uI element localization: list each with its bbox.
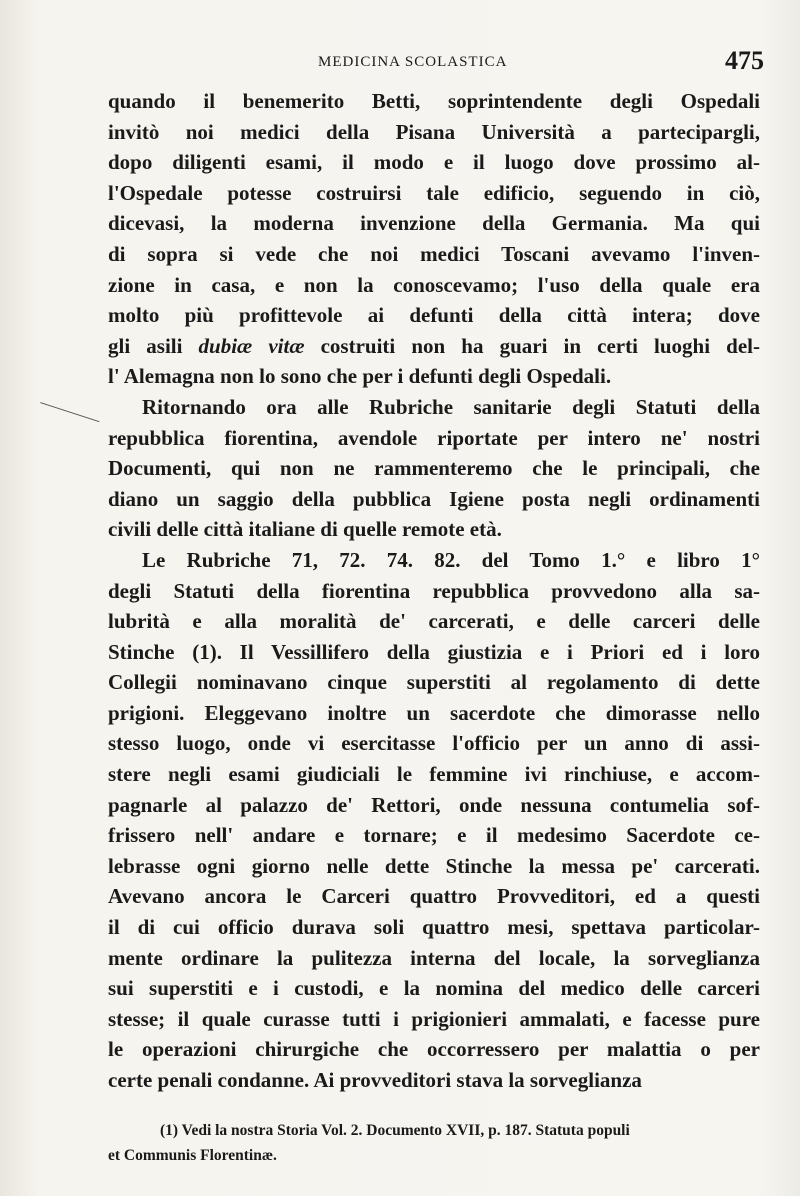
text-line: Le Rubriche 71, 72. 74. 82. del Tomo 1.° e libro 1° [142, 547, 760, 572]
text-line: molto più profittevole ai defunti della città intera; dove [108, 303, 760, 328]
text-line: il di cui officio durava soli quattro mesi, spettava particolar- [108, 915, 760, 940]
text-line: quando il benemerito Betti, soprintendente degli Ospedali [108, 89, 760, 113]
text-line: gli asili dubiæ vitæ costruiti non ha guari in certi luoghi del- [108, 333, 760, 358]
text-line: mente ordinare la pulitezza interna del locale, la sorveglianza [108, 945, 760, 970]
text-line: frissero nell' andare e tornare; e il medesimo Sacerdote ce- [108, 823, 760, 848]
footnote [108, 1118, 764, 1168]
text-line: sui superstiti e i custodi, e la nomina del medico delle carceri [108, 976, 760, 1001]
text-line: dicevasi, la moderna invenzione della Germania. Ma qui [108, 211, 760, 236]
running-title: MEDICINA SCOLASTICA [318, 54, 508, 70]
text-line: zione in casa, e non la conoscevamo; l'uso della quale era [108, 272, 760, 297]
body-text [108, 86, 760, 1096]
text-line: pagnarle al palazzo de' Rettori, onde nessuna contumelia sof- [108, 792, 760, 817]
margin-mark [40, 402, 100, 424]
text-line: repubblica fiorentina, avendole riportate per intero ne' nostri [108, 425, 760, 450]
text-line: dopo diligenti esami, il modo e il luogo dove prossimo al- [108, 150, 760, 175]
text-line: lebrasse ogni giorno nelle dette Stinche la messa pe' carcerati. [108, 853, 760, 878]
text-line: Stinche (1). Il Vessillifero della giustizia e i Priori ed i loro [108, 639, 760, 664]
text-line: stesso luogo, onde vi esercitasse l'officio per un anno di assi- [108, 731, 760, 756]
text-line: Documenti, qui non ne rammenteremo che le principali, che [108, 456, 760, 481]
text-line: Ritornando ora alle Rubriche sanitarie degli Statuti della [142, 394, 760, 419]
text-line: lubrità e alla moralità de' carcerati, e delle carceri delle [108, 609, 760, 634]
text-line: Avevano ancora le Carceri quattro Provveditori, ed a questi [108, 884, 760, 909]
text-line: l' Alemagna non lo sono che per i defunti degli Ospedali. [108, 364, 612, 389]
text-line: l'Ospedale potesse costruirsi tale edificio, seguendo in ciò, [108, 180, 760, 205]
text-line: di sopra si vede che noi medici Toscani avevamo l'inven- [108, 241, 760, 266]
text-line: diano un saggio della pubblica Igiene posta negli ordinamenti [108, 486, 760, 511]
text-line: stesse; il quale curasse tutti i prigionieri ammalati, e facesse pure [108, 1006, 760, 1031]
running-head [0, 46, 800, 82]
text-line: certe penali condanne. Ai provveditori stava la sorveglianza [108, 1068, 642, 1092]
text-line: prigioni. Eleggevano inoltre un sacerdote che dimorasse nello [108, 700, 760, 725]
footnote-line: (1) Vedi la nostra Storia Vol. 2. Documento XVII, p. 187. Statuta populi [160, 1122, 630, 1139]
text-line: stere negli esami giudiciali le femmine ivi rinchiuse, e accom- [108, 762, 760, 787]
text-line: le operazioni chirurgiche che occorressero per malattia o per [108, 1037, 760, 1062]
footnote-line: et Communis Florentinæ. [108, 1147, 277, 1164]
text-line: degli Statuti della fiorentina repubblica provvedono alla sa- [108, 578, 760, 603]
page-number: 475 [725, 46, 764, 75]
text-line: invitò noi medici della Pisana Università a partecipargli, [108, 119, 760, 144]
text-line: civili delle città italiane di quelle remote età. [108, 517, 502, 542]
text-line: Collegii nominavano cinque superstiti al regolamento di dette [108, 670, 760, 695]
